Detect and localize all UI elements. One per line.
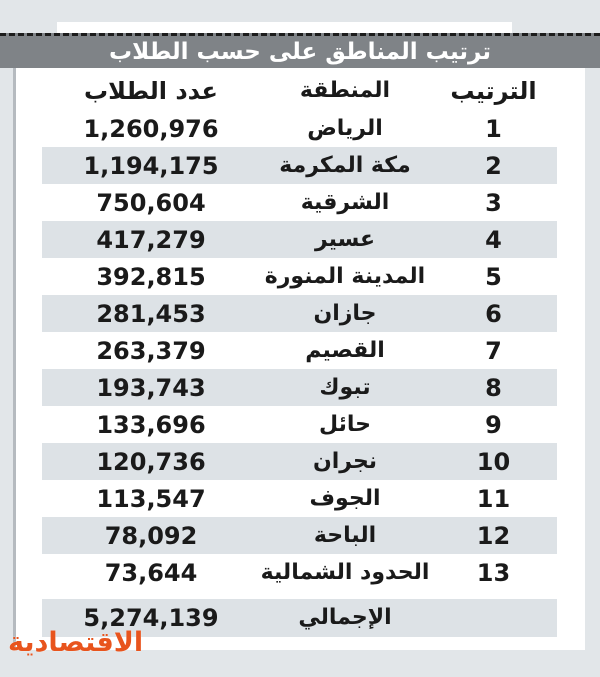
cell-region: حائل bbox=[318, 411, 371, 437]
cell-rank: 9 bbox=[485, 410, 502, 439]
cell-students: 120,736 bbox=[96, 447, 206, 476]
cell-students: 193,743 bbox=[96, 373, 206, 402]
cell-rank: 3 bbox=[485, 188, 502, 217]
total-label: الإجمالي bbox=[298, 605, 392, 630]
cell-students: 1,194,175 bbox=[83, 151, 219, 180]
cell-region: الحدود الشمالية bbox=[260, 559, 430, 585]
ranking-table bbox=[42, 72, 557, 637]
aleqtisadiah-logo: الاقتصادية bbox=[8, 627, 144, 658]
cell-students: 73,644 bbox=[104, 558, 198, 587]
cell-rank: 4 bbox=[485, 225, 502, 254]
cell-region: المدينة المنورة bbox=[264, 263, 426, 289]
table-row bbox=[42, 554, 557, 591]
cell-region: الرياض bbox=[307, 115, 383, 141]
cell-rank: 6 bbox=[485, 299, 502, 328]
total-students: 5,274,139 bbox=[83, 604, 219, 632]
table-row bbox=[42, 480, 557, 517]
cell-rank: 5 bbox=[485, 262, 502, 291]
table-row bbox=[42, 147, 557, 184]
table-row bbox=[42, 110, 557, 147]
cell-students: 263,379 bbox=[96, 336, 206, 365]
chart-title: ترتيب المناطق على حسب الطلاب bbox=[109, 39, 491, 65]
title-bar bbox=[0, 33, 600, 68]
cell-rank: 11 bbox=[476, 484, 511, 513]
cell-rank: 2 bbox=[485, 151, 502, 180]
cell-students: 133,696 bbox=[96, 410, 206, 439]
header-region: المنطقة bbox=[299, 78, 391, 103]
table-row bbox=[42, 221, 557, 258]
cell-students: 417,279 bbox=[96, 225, 206, 254]
card-top-strip bbox=[57, 22, 512, 33]
cell-rank: 10 bbox=[476, 447, 511, 476]
cell-region: الشرقية bbox=[300, 189, 390, 215]
cell-rank: 13 bbox=[476, 558, 511, 587]
table-row bbox=[42, 295, 557, 332]
cell-region: الجوف bbox=[309, 485, 381, 511]
cell-rank: 8 bbox=[485, 373, 502, 402]
header-rank: الترتيب bbox=[450, 77, 537, 105]
table-row bbox=[42, 184, 557, 221]
cell-rank: 1 bbox=[485, 114, 502, 143]
cell-students: 113,547 bbox=[96, 484, 206, 513]
header-students: عدد الطلاب bbox=[84, 77, 218, 105]
cell-students: 750,604 bbox=[96, 188, 206, 217]
table-row bbox=[42, 406, 557, 443]
cell-students: 78,092 bbox=[104, 521, 198, 550]
cell-region: جازان bbox=[313, 300, 377, 326]
cell-region: مكة المكرمة bbox=[279, 152, 411, 178]
cell-region: تبوك bbox=[319, 374, 371, 400]
cell-region: الباحة bbox=[313, 522, 377, 548]
cell-students: 392,815 bbox=[96, 262, 206, 291]
cell-region: عسير bbox=[314, 226, 376, 252]
table-header-row bbox=[42, 72, 557, 110]
cell-region: نجران bbox=[312, 448, 378, 474]
cell-region: القصيم bbox=[305, 337, 385, 363]
cell-students: 281,453 bbox=[96, 299, 206, 328]
cell-rank: 7 bbox=[485, 336, 502, 365]
table-body bbox=[42, 110, 557, 591]
table-row bbox=[42, 369, 557, 406]
table-row bbox=[42, 517, 557, 554]
table-row bbox=[42, 443, 557, 480]
table-row bbox=[42, 258, 557, 295]
table-row bbox=[42, 332, 557, 369]
cell-rank: 12 bbox=[476, 521, 511, 550]
cell-students: 1,260,976 bbox=[83, 114, 219, 143]
